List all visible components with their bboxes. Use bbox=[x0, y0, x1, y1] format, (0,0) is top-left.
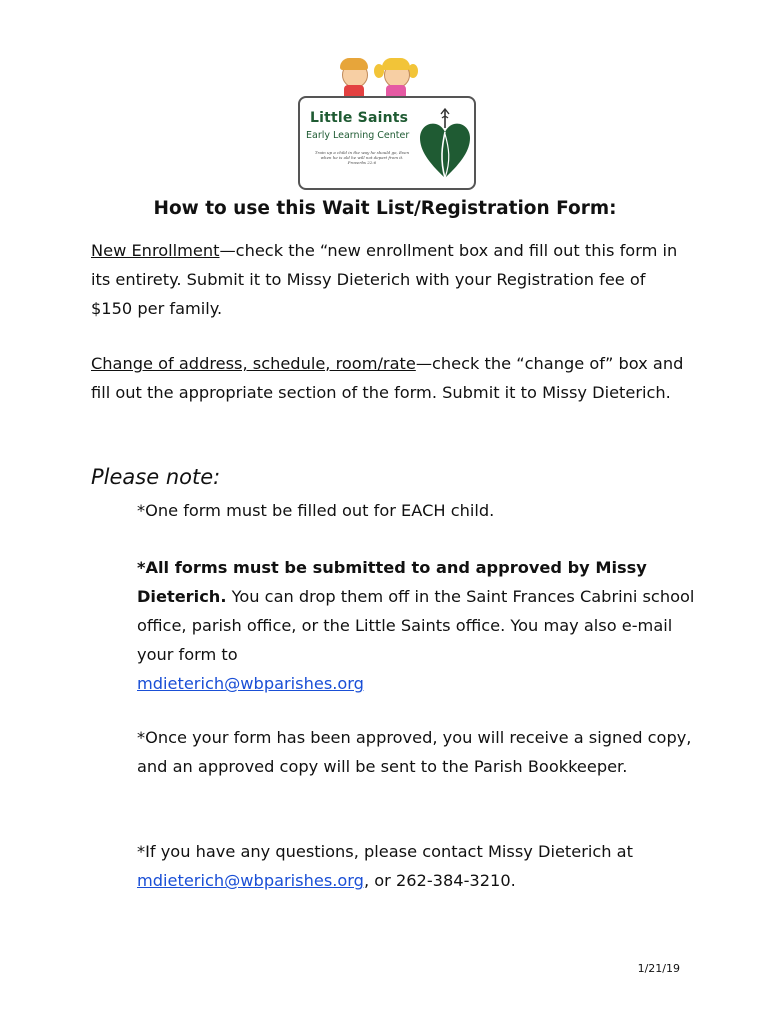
note-item-questions bbox=[137, 837, 697, 895]
heart-leaf-icon bbox=[418, 106, 472, 182]
note-approval-text: You can drop them off in the Saint Frances Cabrini school office, parish office, or the Little Saints office. You may also e-mail your form to bbox=[137, 587, 695, 664]
change-of-paragraph bbox=[91, 349, 691, 407]
logo-name: Little Saints bbox=[310, 110, 409, 126]
new-enrollment-text: —check the “new enrollment box and fill out this form in its entirety. Submit it to Missy Dieterich with your Registration fee of $150 per family. bbox=[91, 241, 678, 318]
new-enrollment-paragraph bbox=[91, 236, 691, 323]
note-approval-bold: *All forms must be submitted to and approved by Missy Dieterich. bbox=[137, 558, 647, 606]
note-questions-tail: , or 262-384-3210. bbox=[363, 871, 516, 890]
logo-verse: Train up a child in the way he should go, Even when he is old he will not depart from it. Proverbs 22:6 bbox=[314, 150, 410, 165]
email-link-contact[interactable]: mdieterich@wbparishes.org bbox=[137, 871, 364, 890]
new-enrollment-label: New Enrollment bbox=[91, 241, 220, 260]
footer-date: 1/21/19 bbox=[637, 962, 680, 975]
note-item-approval bbox=[137, 553, 697, 698]
page-title: How to use this Wait List/Registration Form: bbox=[153, 198, 617, 219]
note-item-signed-copy: *Once your form has been approved, you will receive a signed copy, and an approved copy will be sent to the Parish Bookkeeper. bbox=[137, 728, 692, 776]
change-of-text: —check the “change of” box and fill out the appropriate section of the form. Submit it to Missy Dieterich. bbox=[91, 354, 684, 402]
logo-box bbox=[298, 96, 476, 190]
change-of-label: Change of address, schedule, room/rate bbox=[91, 354, 416, 373]
logo-subtitle: Early Learning Center bbox=[306, 130, 410, 141]
note-questions-text: *If you have any questions, please contact Missy Dieterich at bbox=[137, 842, 633, 861]
note-item-one-form: *One form must be filled out for EACH child. bbox=[137, 501, 495, 520]
email-link[interactable]: mdieterich@wbparishes.org bbox=[137, 674, 364, 693]
please-note-heading: Please note: bbox=[91, 465, 221, 489]
logo bbox=[296, 58, 476, 188]
